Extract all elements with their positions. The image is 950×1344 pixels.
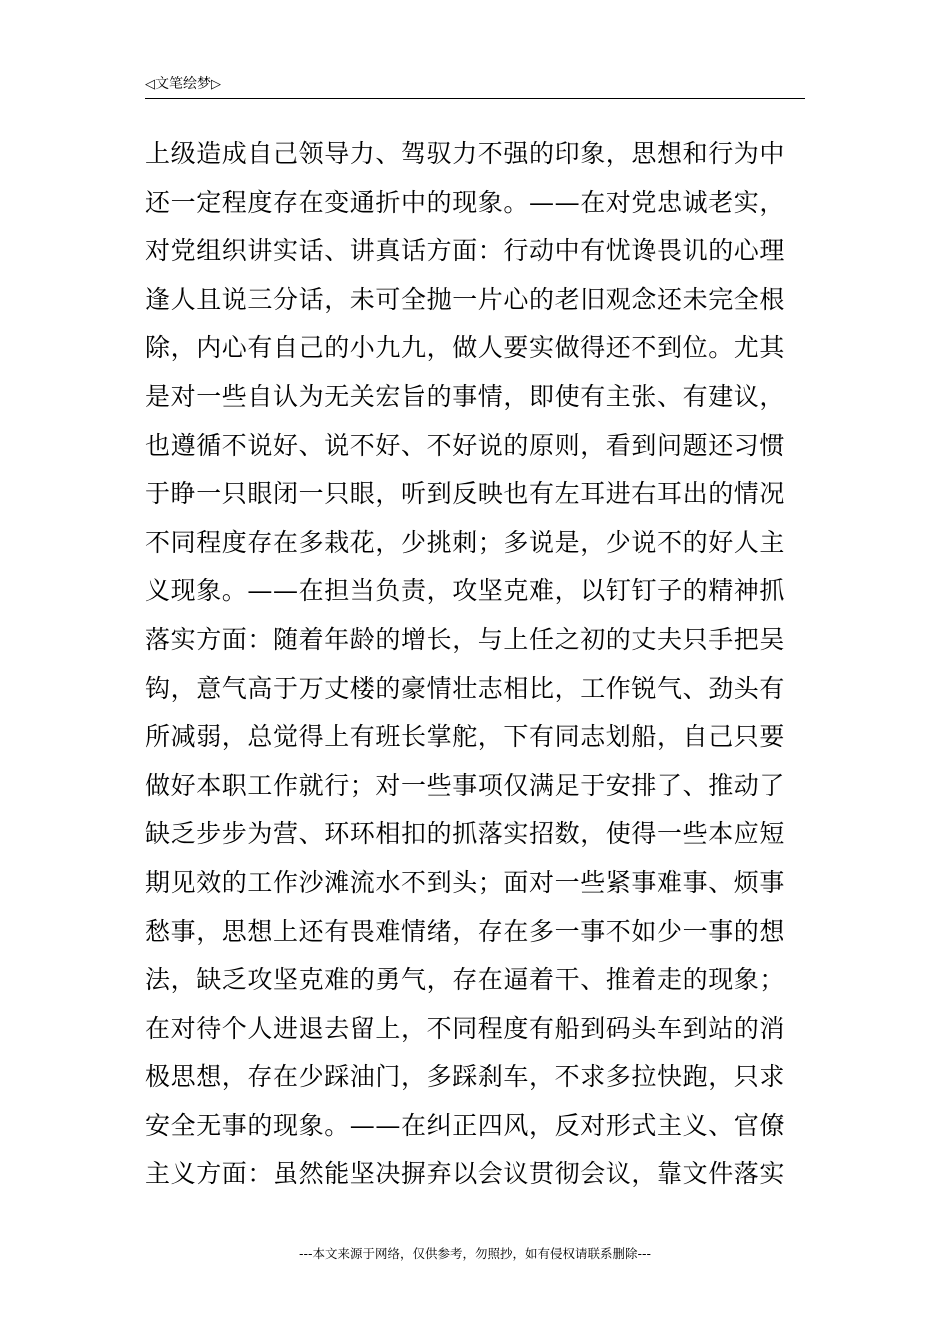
page-header (145, 74, 805, 99)
body-line: 缺乏步步为营、环环相扣的抓落实招数，使得一些本应短 (145, 819, 786, 849)
header-title: 文笔绘梦 (155, 76, 211, 92)
body-line: 期见效的工作沙滩流水不到头；面对一些紧事难事、烦事 (145, 867, 786, 897)
document-body (145, 130, 815, 1199)
body-line: 也遵循不说好、说不好、不好说的原则，看到问题还习惯 (145, 430, 786, 460)
body-line: 做好本职工作就行；对一些事项仅满足于安排了、推动了 (145, 770, 786, 800)
left-triangle-icon: ◁ (145, 77, 155, 92)
body-line: 钩，意气高于万丈楼的豪情壮志相比，工作锐气、劲头有 (145, 673, 786, 703)
body-line: 在对待个人进退去留上，不同程度有船到码头车到站的消 (145, 1013, 786, 1043)
body-line: 落实方面：随着年龄的增长，与上任之初的丈夫只手把吴 (145, 624, 786, 654)
body-line: 法，缺乏攻坚克难的勇气，存在逼着干、推着走的现象； (145, 965, 786, 995)
body-line: 除，内心有自己的小九九，做人要实做得还不到位。尤其 (145, 333, 786, 363)
body-line: 于睁一只眼闭一只眼，听到反映也有左耳进右耳出的情况 (145, 479, 786, 509)
right-triangle-icon: ▷ (211, 77, 221, 92)
body-line: 愁事，思想上还有畏难情绪，存在多一事不如少一事的想 (145, 916, 786, 946)
body-line: 极思想，存在少踩油门，多踩刹车，不求多拉快跑，只求 (145, 1062, 786, 1092)
page-footer: ---本文来源于网络，仅供参考，勿照抄，如有侵权请联系删除--- (298, 1246, 652, 1261)
body-line: 对党组织讲实话、讲真话方面：行动中有忧谗畏讥的心理 (145, 236, 786, 266)
body-line: 主义方面：虽然能坚决摒弃以会议贯彻会议，靠文件落实 (145, 1159, 786, 1189)
body-line: 义现象。——在担当负责，攻坚克难，以钉钉子的精神抓 (145, 576, 786, 606)
body-line: 逢人且说三分话，未可全抛一片心的老旧观念还未完全根 (145, 284, 786, 314)
body-line: 是对一些自认为无关宏旨的事情，即使有主张、有建议， (145, 381, 786, 411)
body-line: 安全无事的现象。——在纠正四风，反对形式主义、官僚 (145, 1110, 786, 1140)
body-line: 所减弱，总觉得上有班长掌舵，下有同志划船，自己只要 (145, 722, 786, 752)
body-line: 还一定程度存在变通折中的现象。——在对党忠诚老实， (145, 187, 786, 217)
body-line: 上级造成自己领导力、驾驭力不强的印象，思想和行为中 (145, 139, 786, 168)
body-line: 不同程度存在多栽花，少挑刺；多说是，少说不的好人主 (145, 527, 786, 557)
